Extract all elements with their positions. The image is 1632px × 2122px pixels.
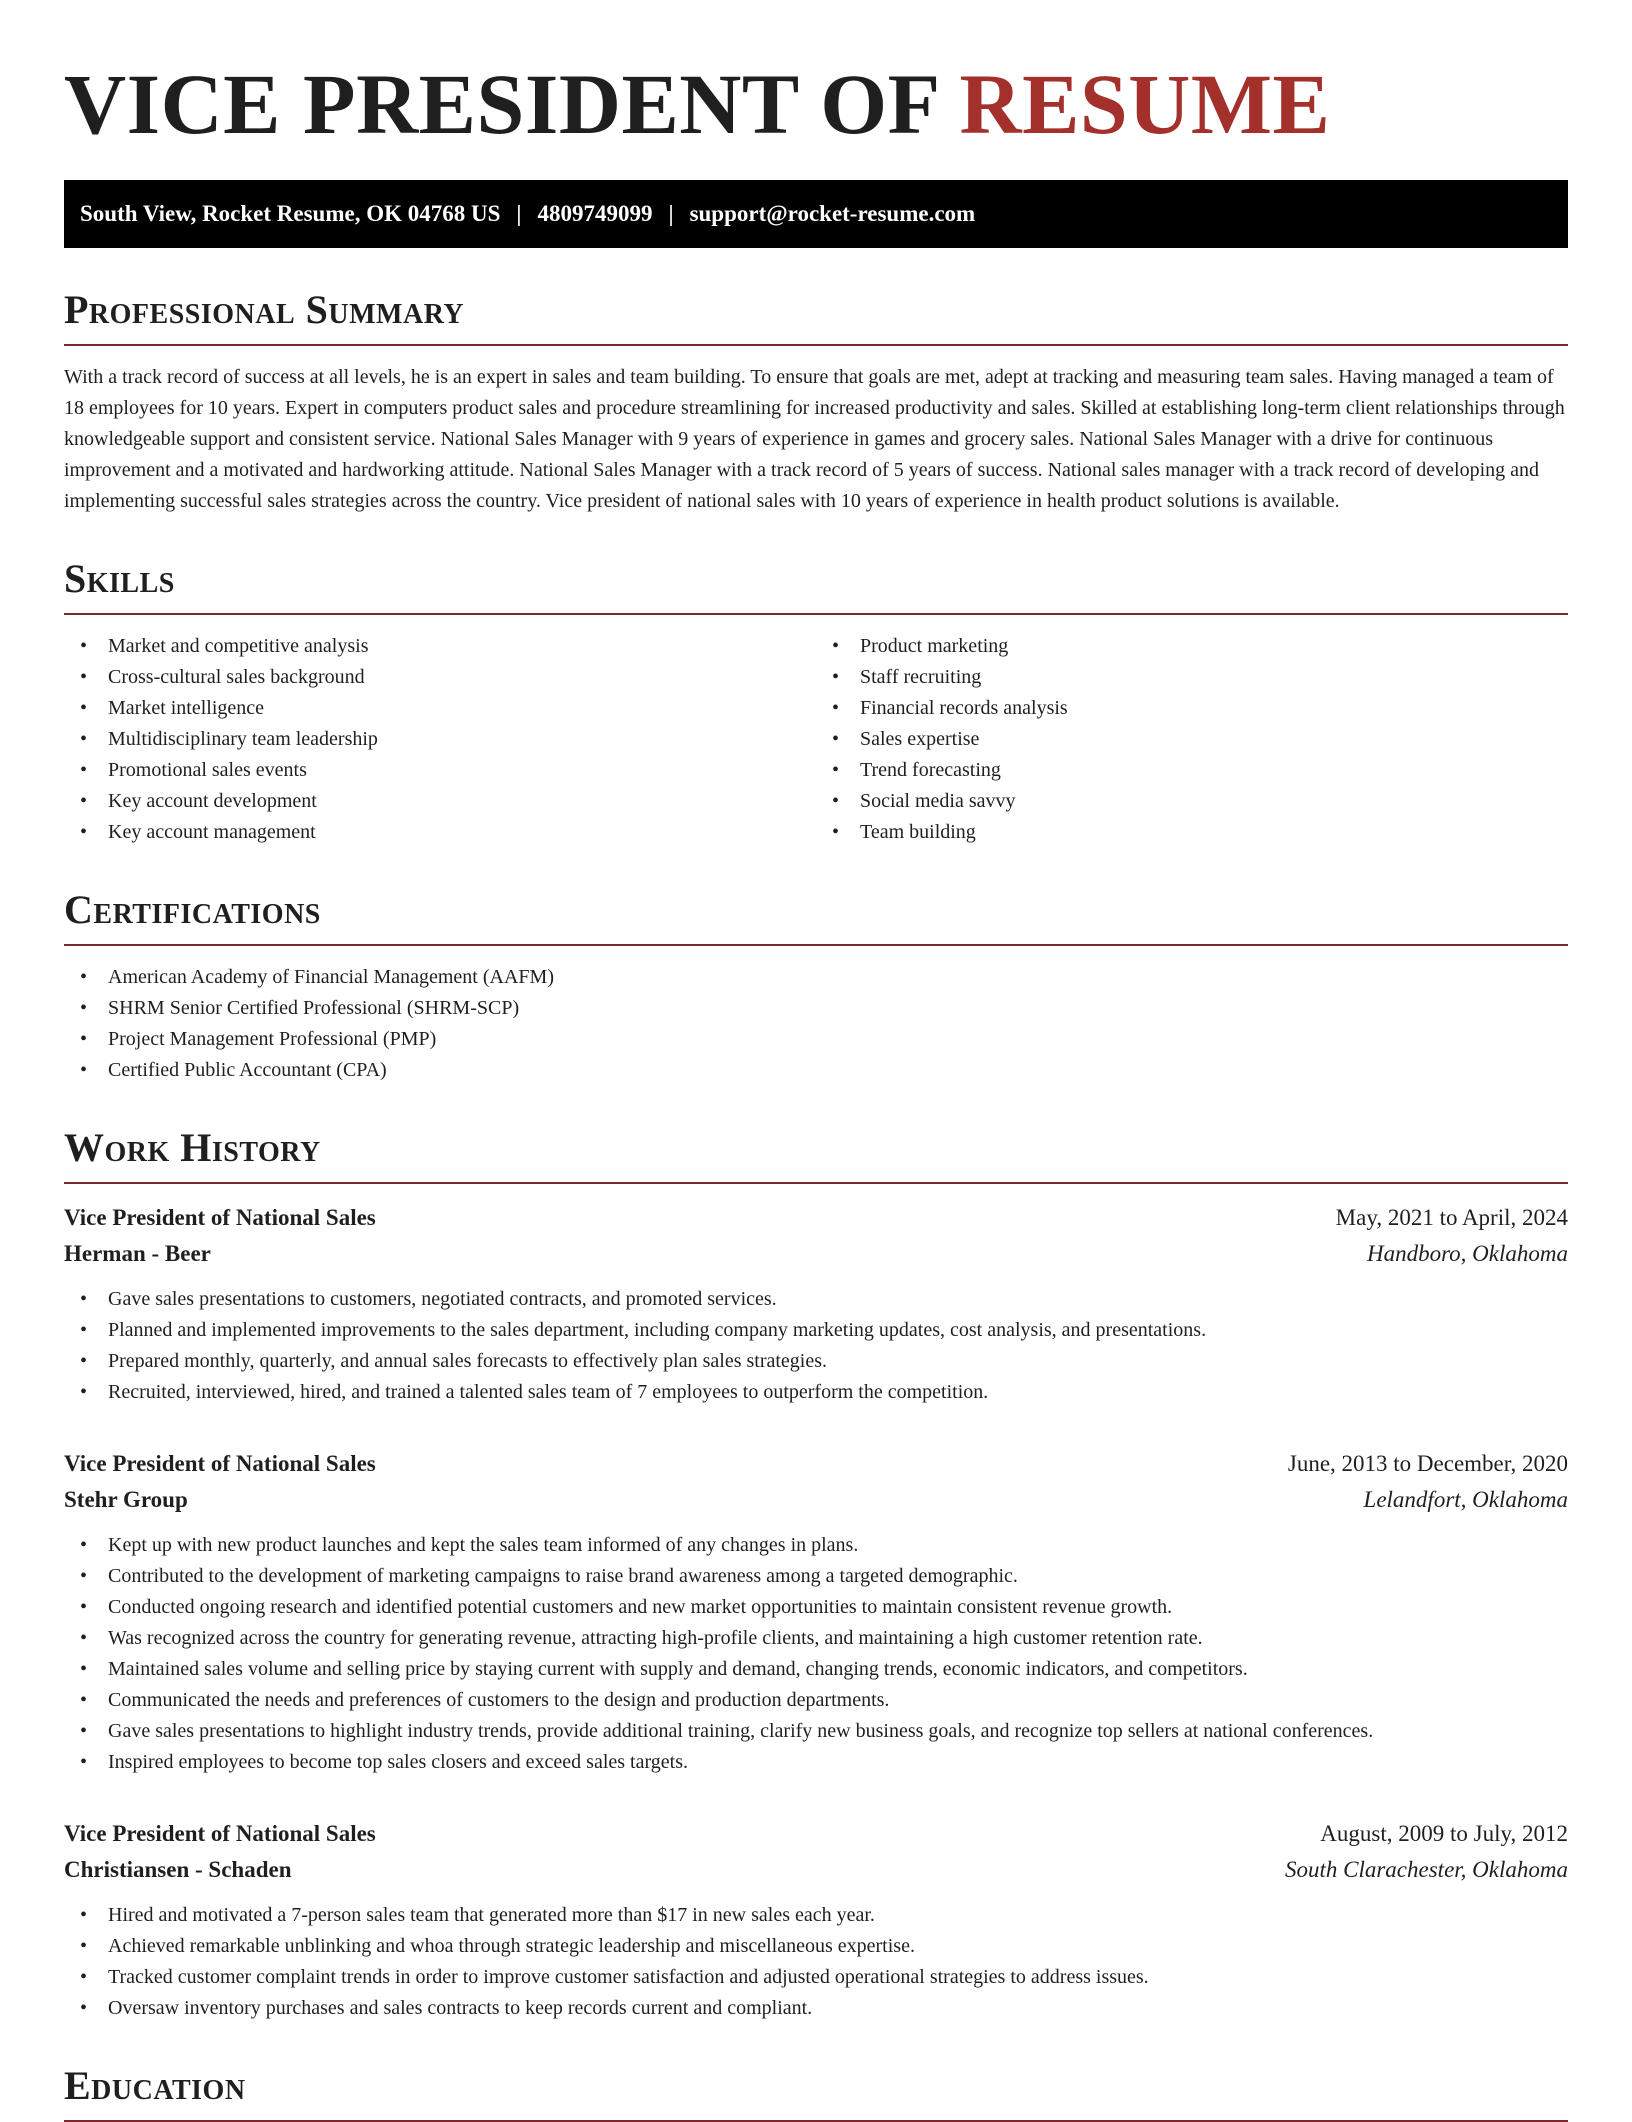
summary-text: With a track record of success at all levels, he is an expert in sales and team building. To ensure that goals are met, adept at tracking and measuring team sales. Having managed a team of 18 employees for 10 years. Expert in computers product sales and procedure streamlining for increased productivity and sales. Skilled at establishing long-term client relationships through knowledgeable support and consistent service. National Sales Manager with 9 years of experience in games and grocery sales. National Sales Manager with a drive for continuous improvement and a motivated and hardworking attitude. National Sales Manager with a track record of 5 years of success. National sales manager with a track record of developing and implementing successful sales strategies across the country. Vice president of national sales with 10 years of experience in health product solutions is available. [64, 366, 1565, 512]
certification-item: • Certified Public Accountant (CPA) [64, 1055, 1568, 1086]
skills-section [64, 557, 1568, 848]
job-entry [64, 1816, 1568, 2024]
job-entry [64, 1446, 1568, 1778]
job-entry [64, 1200, 1568, 1408]
job-company: Christiansen - Schaden [64, 1857, 292, 1882]
job-dates: June, 2013 to December, 2020 [1287, 1451, 1568, 1476]
name-part-2: RESUME [959, 56, 1331, 152]
skill-item: • Market intelligence [64, 693, 816, 724]
job-bullets [64, 1284, 1568, 1408]
certification-item: • SHRM Senior Certified Professional (SHRM-SCP) [64, 993, 1568, 1024]
job-location: Lelandfort, Oklahoma [1363, 1487, 1568, 1512]
skill-item: • Team building [816, 817, 1568, 848]
job-bullet: • Tracked customer complaint trends in order to improve customer satisfaction and adjusted operational strategies to address issues. [64, 1962, 1568, 1993]
job-bullet: • Was recognized across the country for generating revenue, attracting high-profile clients, and maintaining a high customer retention rate. [64, 1623, 1568, 1654]
job-location: South Clarachester, Oklahoma [1284, 1857, 1568, 1882]
summary-section [64, 288, 1568, 517]
job-bullet: • Contributed to the development of marketing campaigns to raise brand awareness among a targeted demographic. [64, 1561, 1568, 1592]
education-heading: Education [64, 2064, 1568, 2122]
job-title: Vice President of National Sales [64, 1821, 376, 1846]
contact-address: South View, Rocket Resume, OK 04768 US [80, 201, 501, 226]
job-bullet: • Prepared monthly, quarterly, and annual sales forecasts to effectively plan sales strategies. [64, 1346, 1568, 1377]
skill-item: • Key account development [64, 786, 816, 817]
skill-item: • Sales expertise [816, 724, 1568, 755]
job-bullet: • Gave sales presentations to highlight industry trends, provide additional training, clarify new business goals, and recognize top sellers at national conferences. [64, 1716, 1568, 1747]
job-header-row [64, 1200, 1568, 1236]
job-bullet: • Communicated the needs and preferences of customers to the design and production departments. [64, 1685, 1568, 1716]
job-company: Stehr Group [64, 1487, 188, 1512]
resume-name [64, 0, 1568, 152]
job-bullet: • Oversaw inventory purchases and sales contracts to keep records current and compliant. [64, 1993, 1568, 2024]
contact-phone: 4809749099 [537, 201, 653, 226]
job-title: Vice President of National Sales [64, 1205, 376, 1230]
certifications-list [64, 962, 1568, 1086]
contact-separator: | [516, 201, 522, 226]
skills-list-right [816, 631, 1568, 848]
skills-list-left [64, 631, 816, 848]
certifications-section [64, 888, 1568, 1086]
job-title: Vice President of National Sales [64, 1451, 376, 1476]
job-header-row [64, 1816, 1568, 1852]
job-bullet: • Planned and implemented improvements to the sales department, including company marketing updates, cost analysis, and presentations. [64, 1315, 1568, 1346]
skill-item: • Key account management [64, 817, 816, 848]
contact-separator: | [668, 201, 674, 226]
job-bullet: • Kept up with new product launches and kept the sales team informed of any changes in plans. [64, 1530, 1568, 1561]
skill-item: • Product marketing [816, 631, 1568, 662]
skill-item: • Market and competitive analysis [64, 631, 816, 662]
certification-item: • Project Management Professional (PMP) [64, 1024, 1568, 1055]
job-bullet: • Gave sales presentations to customers, negotiated contracts, and promoted services. [64, 1284, 1568, 1315]
skill-item: • Multidisciplinary team leadership [64, 724, 816, 755]
name-part-1: VICE PRESIDENT OF [64, 56, 938, 152]
skill-item: • Cross-cultural sales background [64, 662, 816, 693]
job-company-row [64, 1482, 1568, 1518]
job-header-row [64, 1446, 1568, 1482]
skill-item: • Staff recruiting [816, 662, 1568, 693]
job-dates: August, 2009 to July, 2012 [1320, 1821, 1568, 1846]
summary-heading: Professional Summary [64, 288, 1568, 346]
contact-email[interactable]: support@rocket-resume.com [689, 201, 976, 226]
skills-heading: Skills [64, 557, 1568, 615]
job-bullet: • Maintained sales volume and selling price by staying current with supply and demand, changing trends, economic indicators, and competitors. [64, 1654, 1568, 1685]
job-dates: May, 2021 to April, 2024 [1335, 1205, 1568, 1230]
job-bullet: • Inspired employees to become top sales closers and exceed sales targets. [64, 1747, 1568, 1778]
contact-bar [64, 180, 1568, 248]
certification-item: • American Academy of Financial Management (AAFM) [64, 962, 1568, 993]
skill-item: • Trend forecasting [816, 755, 1568, 786]
skill-item: • Financial records analysis [816, 693, 1568, 724]
job-bullets [64, 1530, 1568, 1778]
job-bullets [64, 1900, 1568, 2024]
job-company-row [64, 1852, 1568, 1888]
job-location: Handboro, Oklahoma [1366, 1241, 1568, 1266]
job-company: Herman - Beer [64, 1241, 211, 1266]
job-bullet: • Achieved remarkable unblinking and whoa through strategic leadership and miscellaneous expertise. [64, 1931, 1568, 1962]
job-bullet: • Hired and motivated a 7-person sales team that generated more than $17 in new sales each year. [64, 1900, 1568, 1931]
work-history-heading: Work History [64, 1126, 1568, 1184]
work-history-section [64, 1126, 1568, 2024]
skill-item: • Social media savvy [816, 786, 1568, 817]
skill-item: • Promotional sales events [64, 755, 816, 786]
job-bullet: • Recruited, interviewed, hired, and trained a talented sales team of 7 employees to outperform the competition. [64, 1377, 1568, 1408]
job-bullet: • Conducted ongoing research and identified potential customers and new market opportunities to maintain consistent revenue growth. [64, 1592, 1568, 1623]
certifications-heading: Certifications [64, 888, 1568, 946]
skills-grid [64, 615, 1568, 848]
job-company-row [64, 1236, 1568, 1272]
education-section [64, 2064, 1568, 2122]
